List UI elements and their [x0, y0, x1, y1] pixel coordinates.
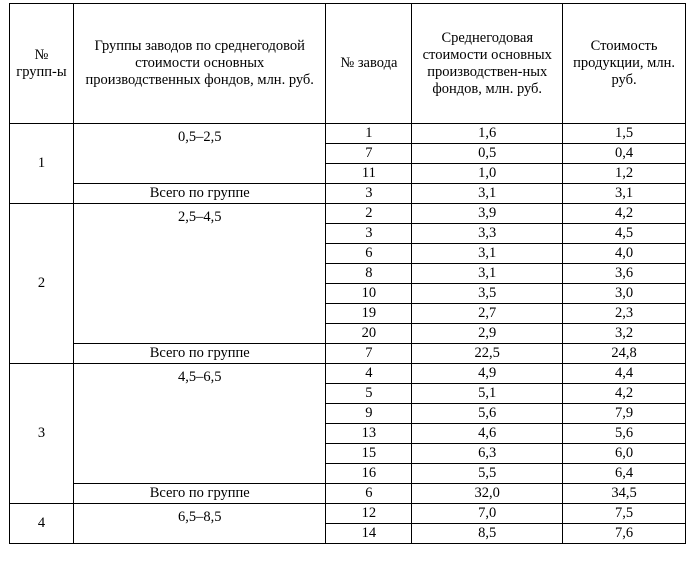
cell-plant: 8	[326, 264, 412, 284]
cell-plant: 5	[326, 384, 412, 404]
header-group-range: Группы заводов по среднегодовой стоимости основных производственных фондов, млн. руб.	[73, 4, 326, 124]
group-range: 2,5–4,5	[73, 204, 326, 344]
cell-cost: 3,3	[412, 224, 563, 244]
cell-cost: 4,6	[412, 424, 563, 444]
cell-cost: 3,5	[412, 284, 563, 304]
cell-plant: 15	[326, 444, 412, 464]
cell-plant: 10	[326, 284, 412, 304]
cell-cost: 2,7	[412, 304, 563, 324]
cell-cost: 2,9	[412, 324, 563, 344]
total-label: Всего по группе	[73, 484, 326, 504]
plants-table	[9, 3, 686, 544]
cell-output: 4,5	[563, 224, 686, 244]
cell-cost: 5,1	[412, 384, 563, 404]
cell-cost: 8,5	[412, 524, 563, 544]
group-total-row	[10, 344, 686, 364]
cell-output: 6,4	[563, 464, 686, 484]
cell-output: 4,2	[563, 204, 686, 224]
total-label: Всего по группе	[73, 344, 326, 364]
group-range: 4,5–6,5	[73, 364, 326, 484]
table-body	[10, 124, 686, 544]
cell-cost: 5,6	[412, 404, 563, 424]
cell-plant: 12	[326, 504, 412, 524]
header-group-no: № групп-ы	[10, 4, 74, 124]
cell-plant: 6	[326, 244, 412, 264]
cell-cost: 0,5	[412, 144, 563, 164]
total-cost: 3,1	[412, 184, 563, 204]
total-cost: 32,0	[412, 484, 563, 504]
cell-plant: 20	[326, 324, 412, 344]
total-plant: 6	[326, 484, 412, 504]
cell-output: 4,0	[563, 244, 686, 264]
cell-output: 4,2	[563, 384, 686, 404]
cell-output: 0,4	[563, 144, 686, 164]
total-plant: 3	[326, 184, 412, 204]
cell-output: 3,0	[563, 284, 686, 304]
table-row	[10, 364, 686, 384]
group-number: 4	[10, 504, 74, 544]
group-range: 0,5–2,5	[73, 124, 326, 184]
group-number: 2	[10, 204, 74, 364]
header-avg-cost: Среднегодовая стоимости основных производствен-ных фондов, млн. руб.	[412, 4, 563, 124]
cell-plant: 13	[326, 424, 412, 444]
cell-plant: 7	[326, 144, 412, 164]
cell-output: 5,6	[563, 424, 686, 444]
cell-cost: 4,9	[412, 364, 563, 384]
cell-cost: 6,3	[412, 444, 563, 464]
group-total-row	[10, 184, 686, 204]
total-output: 24,8	[563, 344, 686, 364]
cell-plant: 1	[326, 124, 412, 144]
header-output: Стоимость продукции, млн. руб.	[563, 4, 686, 124]
total-output: 34,5	[563, 484, 686, 504]
cell-output: 7,5	[563, 504, 686, 524]
cell-output: 7,9	[563, 404, 686, 424]
cell-plant: 14	[326, 524, 412, 544]
cell-cost: 5,5	[412, 464, 563, 484]
cell-plant: 11	[326, 164, 412, 184]
total-plant: 7	[326, 344, 412, 364]
total-cost: 22,5	[412, 344, 563, 364]
cell-plant: 4	[326, 364, 412, 384]
cell-output: 3,2	[563, 324, 686, 344]
total-label: Всего по группе	[73, 184, 326, 204]
cell-output: 1,2	[563, 164, 686, 184]
cell-plant: 2	[326, 204, 412, 224]
group-range: 6,5–8,5	[73, 504, 326, 544]
header-plant-no: № завода	[326, 4, 412, 124]
cell-cost: 7,0	[412, 504, 563, 524]
cell-cost: 3,9	[412, 204, 563, 224]
group-number: 3	[10, 364, 74, 504]
table-row	[10, 204, 686, 224]
table-row	[10, 124, 686, 144]
cell-plant: 16	[326, 464, 412, 484]
table-row	[10, 504, 686, 524]
cell-cost: 1,6	[412, 124, 563, 144]
cell-output: 4,4	[563, 364, 686, 384]
cell-plant: 3	[326, 224, 412, 244]
group-number: 1	[10, 124, 74, 204]
cell-output: 1,5	[563, 124, 686, 144]
cell-output: 7,6	[563, 524, 686, 544]
cell-output: 3,6	[563, 264, 686, 284]
cell-output: 6,0	[563, 444, 686, 464]
cell-plant: 9	[326, 404, 412, 424]
cell-plant: 19	[326, 304, 412, 324]
cell-cost: 3,1	[412, 264, 563, 284]
group-total-row	[10, 484, 686, 504]
cell-output: 2,3	[563, 304, 686, 324]
total-output: 3,1	[563, 184, 686, 204]
cell-cost: 3,1	[412, 244, 563, 264]
cell-cost: 1,0	[412, 164, 563, 184]
